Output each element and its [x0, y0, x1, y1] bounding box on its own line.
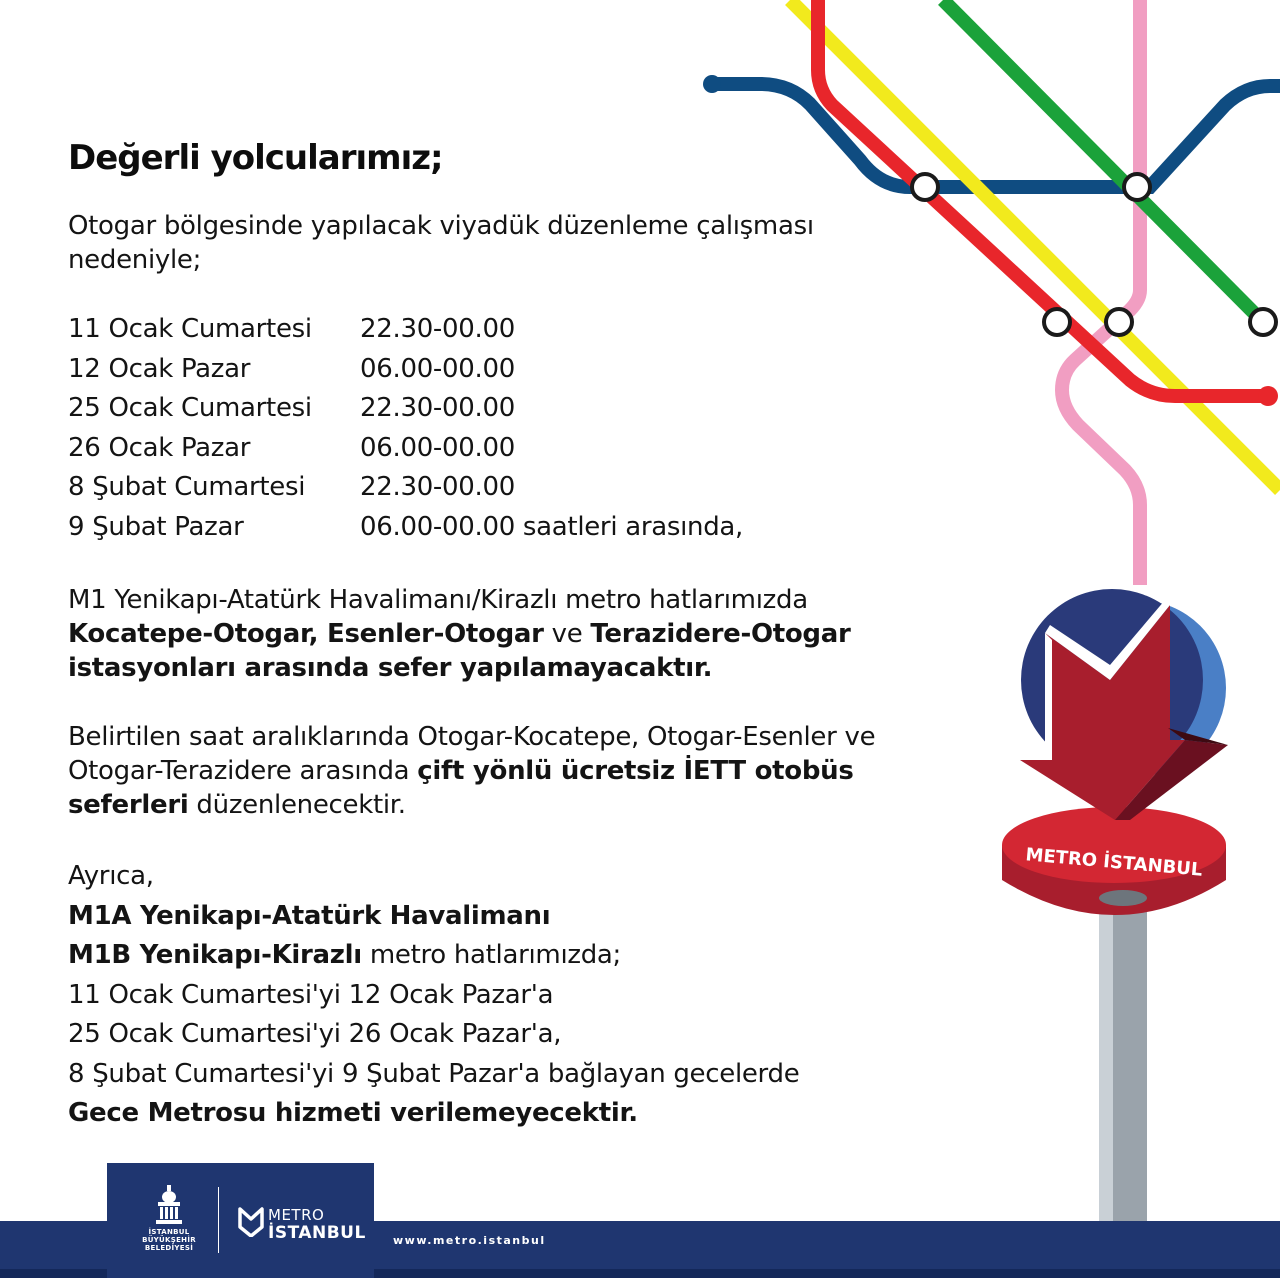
station-stop — [1044, 309, 1070, 335]
line-m1b: M1B Yenikapı-Kirazlı — [68, 940, 362, 970]
map-line-red — [818, 0, 1270, 396]
sign-label: METRO İSTANBUL — [1024, 844, 1204, 881]
metro-istanbul-logo-text: METRO İSTANBUL — [268, 1206, 366, 1243]
page-heading: Değerli yolcularımız; — [68, 138, 443, 178]
bus-notice — [68, 720, 948, 822]
schedule-date: 11 Ocak Cumartesi — [68, 314, 312, 344]
schedule-row — [68, 354, 743, 394]
night-metro-notice — [68, 857, 968, 1134]
closure-lead: M1 Yenikapı-Atatürk Havalimanı/Kirazlı metro hatlarımızda — [68, 585, 808, 615]
schedule-date: 9 Şubat Pazar — [68, 511, 244, 542]
schedule-time: 06.00-00.00 — [360, 353, 515, 384]
closure-closing: istasyonları arasında sefer yapılamayacaktır. — [68, 653, 713, 683]
bus-lead: Belirtilen saat aralıklarında Otogar-Kocatepe, Otogar-Esenler ve Otogar-Terazidere arasında — [68, 722, 876, 786]
map-line-green — [943, 0, 1263, 322]
metro-istanbul-logo-icon — [238, 1205, 264, 1237]
line-m1a: M1A Yenikapı-Atatürk Havalimanı — [68, 900, 551, 931]
closure-stations-2: Terazidere-Otogar — [590, 619, 851, 649]
schedule-date: 26 Ocak Pazar — [68, 432, 251, 463]
night-1: 11 Ocak Cumartesi'yi 12 Ocak Pazar'a — [68, 979, 554, 1010]
station-stop — [1250, 309, 1276, 335]
schedule-row — [68, 512, 743, 552]
bus-tail: düzenlenecektir. — [188, 790, 406, 820]
night-2: 25 Ocak Cumartesi'yi 26 Ocak Pazar'a, — [68, 1019, 562, 1049]
schedule-date: 8 Şubat Cumartesi — [68, 472, 306, 502]
schedule-time: 06.00-00.00 — [360, 432, 515, 463]
bus-bold: çift yönlü ücretsiz İETT otobüs seferleri — [68, 756, 854, 820]
schedule-time: 22.30-00.00 — [360, 314, 515, 344]
map-line-blue — [712, 84, 1280, 187]
schedule-row — [68, 472, 743, 512]
intro-text: Otogar bölgesinde yapılacak viyadük düzenleme çalışması nedeniyle; — [68, 211, 814, 275]
schedule-time: 06.00-00.00 saatleri arasında, — [360, 511, 744, 542]
schedule-time: 22.30-00.00 — [360, 472, 515, 502]
website-link[interactable]: www.metro.istanbul — [393, 1234, 546, 1247]
night-metro-closing: Gece Metrosu hizmeti verilemeyecektir. — [68, 1098, 638, 1128]
line-m1b-tail: metro hatlarımızda; — [361, 940, 622, 970]
closure-connector: ve — [543, 619, 591, 649]
station-stop — [912, 174, 938, 200]
night-3: 8 Şubat Cumartesi'yi 9 Şubat Pazar'a bağlayan gecelerde — [68, 1058, 800, 1089]
schedule-row — [68, 433, 743, 473]
station-stop — [1124, 174, 1150, 200]
station-stop — [1106, 309, 1132, 335]
notice-intro: Ayrıca, — [68, 861, 154, 891]
ibb-logo-text: İSTANBUL BÜYÜKŞEHİR BELEDİYESİ — [142, 1228, 196, 1252]
closure-notice — [68, 583, 948, 685]
schedule-date: 25 Ocak Cumartesi — [68, 393, 312, 423]
ibb-emblem-icon — [152, 1185, 186, 1227]
schedule-row — [68, 393, 743, 433]
schedule-table — [68, 314, 743, 551]
closure-stations-1: Kocatepe-Otogar, Esenler-Otogar — [68, 619, 544, 649]
schedule-row — [68, 314, 743, 354]
schedule-time: 22.30-00.00 — [360, 393, 515, 423]
schedule-date: 12 Ocak Pazar — [68, 353, 251, 384]
